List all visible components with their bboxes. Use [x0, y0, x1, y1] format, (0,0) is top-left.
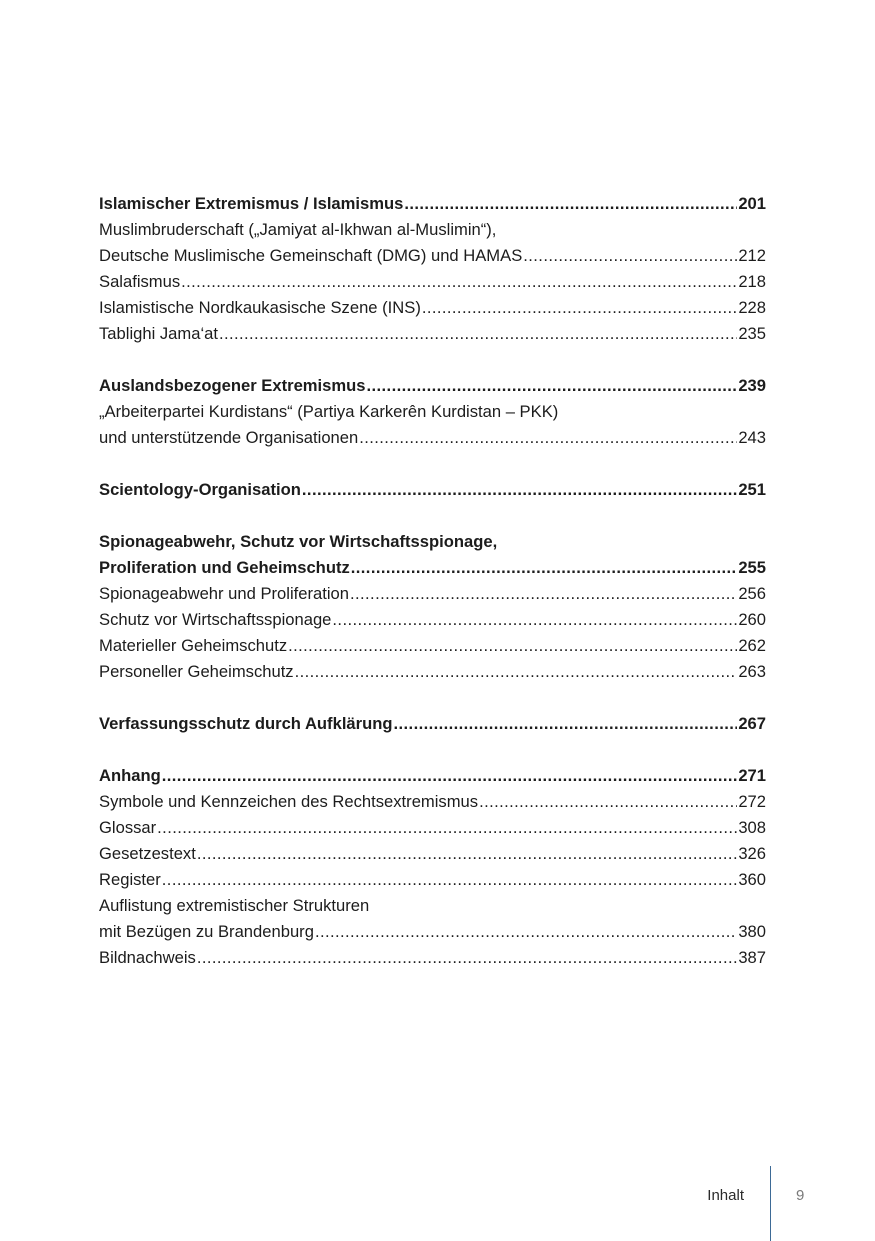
toc-page-number: 267: [738, 714, 766, 733]
toc-chapter-entry[interactable]: [99, 711, 766, 737]
toc-page-number: 308: [738, 818, 766, 837]
toc-entry[interactable]: [99, 243, 766, 269]
toc-chapter-entry[interactable]: [99, 477, 766, 503]
toc-entry[interactable]: [99, 295, 766, 321]
toc-dot-leader: [421, 295, 737, 321]
toc-entry-label: Materieller Geheimschutz: [99, 636, 288, 655]
toc-entry-label: Muslimbruderschaft („Jamiyat al-Ikhwan al-Muslimin“),: [99, 220, 497, 239]
toc-page-number: 387: [738, 948, 766, 967]
toc-entry[interactable]: [99, 321, 766, 347]
toc-entry-label: Spionageabwehr und Proliferation: [99, 584, 350, 603]
toc-entry[interactable]: [99, 945, 766, 971]
toc-entry-label: Bildnachweis: [99, 948, 196, 967]
toc-page-number: 256: [738, 584, 766, 603]
toc-page-number: 255: [738, 558, 766, 577]
toc-entry[interactable]: [99, 399, 766, 425]
toc-page-number: 380: [738, 922, 766, 941]
toc-dot-leader: [301, 477, 737, 503]
toc-dot-leader: [393, 711, 738, 737]
toc-entry-label: Register: [99, 870, 161, 889]
toc-spacer: [99, 451, 766, 477]
toc-chapter-entry[interactable]: [99, 191, 766, 217]
toc-page-number: 263: [738, 662, 766, 681]
toc-entry[interactable]: [99, 607, 766, 633]
toc-entry-label: und unterstützende Organisationen: [99, 428, 359, 447]
toc-entry[interactable]: [99, 633, 766, 659]
toc-entry[interactable]: [99, 815, 766, 841]
toc-dot-leader: [522, 243, 737, 269]
toc-dot-leader: [349, 581, 737, 607]
toc-page-number: 235: [738, 324, 766, 343]
toc-dot-leader: [478, 789, 737, 815]
toc-entry-label: Scientology-Organisation: [99, 480, 301, 499]
toc-entry-label: Verfassungsschutz durch Aufklärung: [99, 714, 393, 733]
toc-entry-label: Salafismus: [99, 272, 181, 291]
toc-page-number: 260: [738, 610, 766, 629]
toc-entry-label: Auslandsbezogener Extremismus: [99, 376, 366, 395]
toc-entry-label: Islamischer Extremismus / Islamismus: [99, 194, 404, 213]
toc-dot-leader: [156, 815, 737, 841]
toc-entry[interactable]: [99, 841, 766, 867]
toc-page-number: 218: [738, 272, 766, 291]
toc-dot-leader: [358, 425, 737, 451]
toc-entry[interactable]: [99, 581, 766, 607]
toc-entry[interactable]: [99, 425, 766, 451]
toc-dot-leader: [180, 269, 737, 295]
toc-dot-leader: [161, 763, 738, 789]
toc-entry[interactable]: [99, 659, 766, 685]
toc-entry-label: Glossar: [99, 818, 157, 837]
toc-dot-leader: [314, 919, 737, 945]
toc-chapter-entry[interactable]: [99, 555, 766, 581]
toc-page-number: 243: [738, 428, 766, 447]
toc-entry[interactable]: [99, 919, 766, 945]
toc-entry-label: Auflistung extremistischer Strukturen: [99, 896, 370, 915]
table-of-contents: [99, 191, 766, 971]
toc-dot-leader: [331, 607, 737, 633]
footer-section-label: Inhalt: [707, 1187, 744, 1204]
toc-chapter-entry[interactable]: [99, 373, 766, 399]
toc-page-number: 228: [738, 298, 766, 317]
toc-chapter-entry[interactable]: [99, 529, 766, 555]
toc-page-number: 272: [738, 792, 766, 811]
footer-page-number: 9: [796, 1187, 805, 1204]
toc-chapter-entry[interactable]: [99, 763, 766, 789]
toc-entry-label: mit Bezügen zu Brandenburg: [99, 922, 314, 941]
toc-page-number: 271: [738, 766, 766, 785]
toc-page-number: 360: [738, 870, 766, 889]
toc-dot-leader: [366, 373, 738, 399]
toc-entry-label: „Arbeiterpartei Kurdistans“ (Partiya Karkerên Kurdistan – PKK): [99, 402, 559, 421]
toc-entry-label: Symbole und Kennzeichen des Rechtsextremismus: [99, 792, 479, 811]
toc-entry-label: Anhang: [99, 766, 161, 785]
toc-entry-label: Deutsche Muslimische Gemeinschaft (DMG) und HAMAS: [99, 246, 523, 265]
toc-entry-label: Schutz vor Wirtschaftsspionage: [99, 610, 332, 629]
toc-entry[interactable]: [99, 867, 766, 893]
toc-entry-label: Proliferation und Geheimschutz: [99, 558, 350, 577]
toc-page-number: 326: [738, 844, 766, 863]
toc-page-number: 212: [738, 246, 766, 265]
toc-spacer: [99, 503, 766, 529]
toc-spacer: [99, 737, 766, 763]
toc-page-number: 239: [738, 376, 766, 395]
toc-entry-label: Islamistische Nordkaukasische Szene (INS): [99, 298, 421, 317]
toc-entry-label: Personeller Geheimschutz: [99, 662, 294, 681]
footer-divider: [770, 1166, 771, 1241]
toc-entry-label: Spionageabwehr, Schutz vor Wirtschaftsspionage,: [99, 532, 498, 551]
toc-entry[interactable]: [99, 789, 766, 815]
toc-spacer: [99, 685, 766, 711]
toc-dot-leader: [161, 867, 738, 893]
toc-spacer: [99, 347, 766, 373]
toc-dot-leader: [196, 945, 737, 971]
toc-page-number: 262: [738, 636, 766, 655]
toc-entry-label: Gesetzestext: [99, 844, 196, 863]
toc-entry-label: Tablighi Jama‘at: [99, 324, 218, 343]
toc-entry[interactable]: [99, 893, 766, 919]
toc-entry[interactable]: [99, 269, 766, 295]
toc-dot-leader: [294, 659, 738, 685]
toc-dot-leader: [218, 321, 737, 347]
toc-page-number: 201: [738, 194, 766, 213]
toc-dot-leader: [350, 555, 738, 581]
toc-dot-leader: [196, 841, 737, 867]
toc-page-number: 251: [738, 480, 766, 499]
toc-dot-leader: [287, 633, 737, 659]
toc-entry[interactable]: [99, 217, 766, 243]
toc-dot-leader: [403, 191, 737, 217]
